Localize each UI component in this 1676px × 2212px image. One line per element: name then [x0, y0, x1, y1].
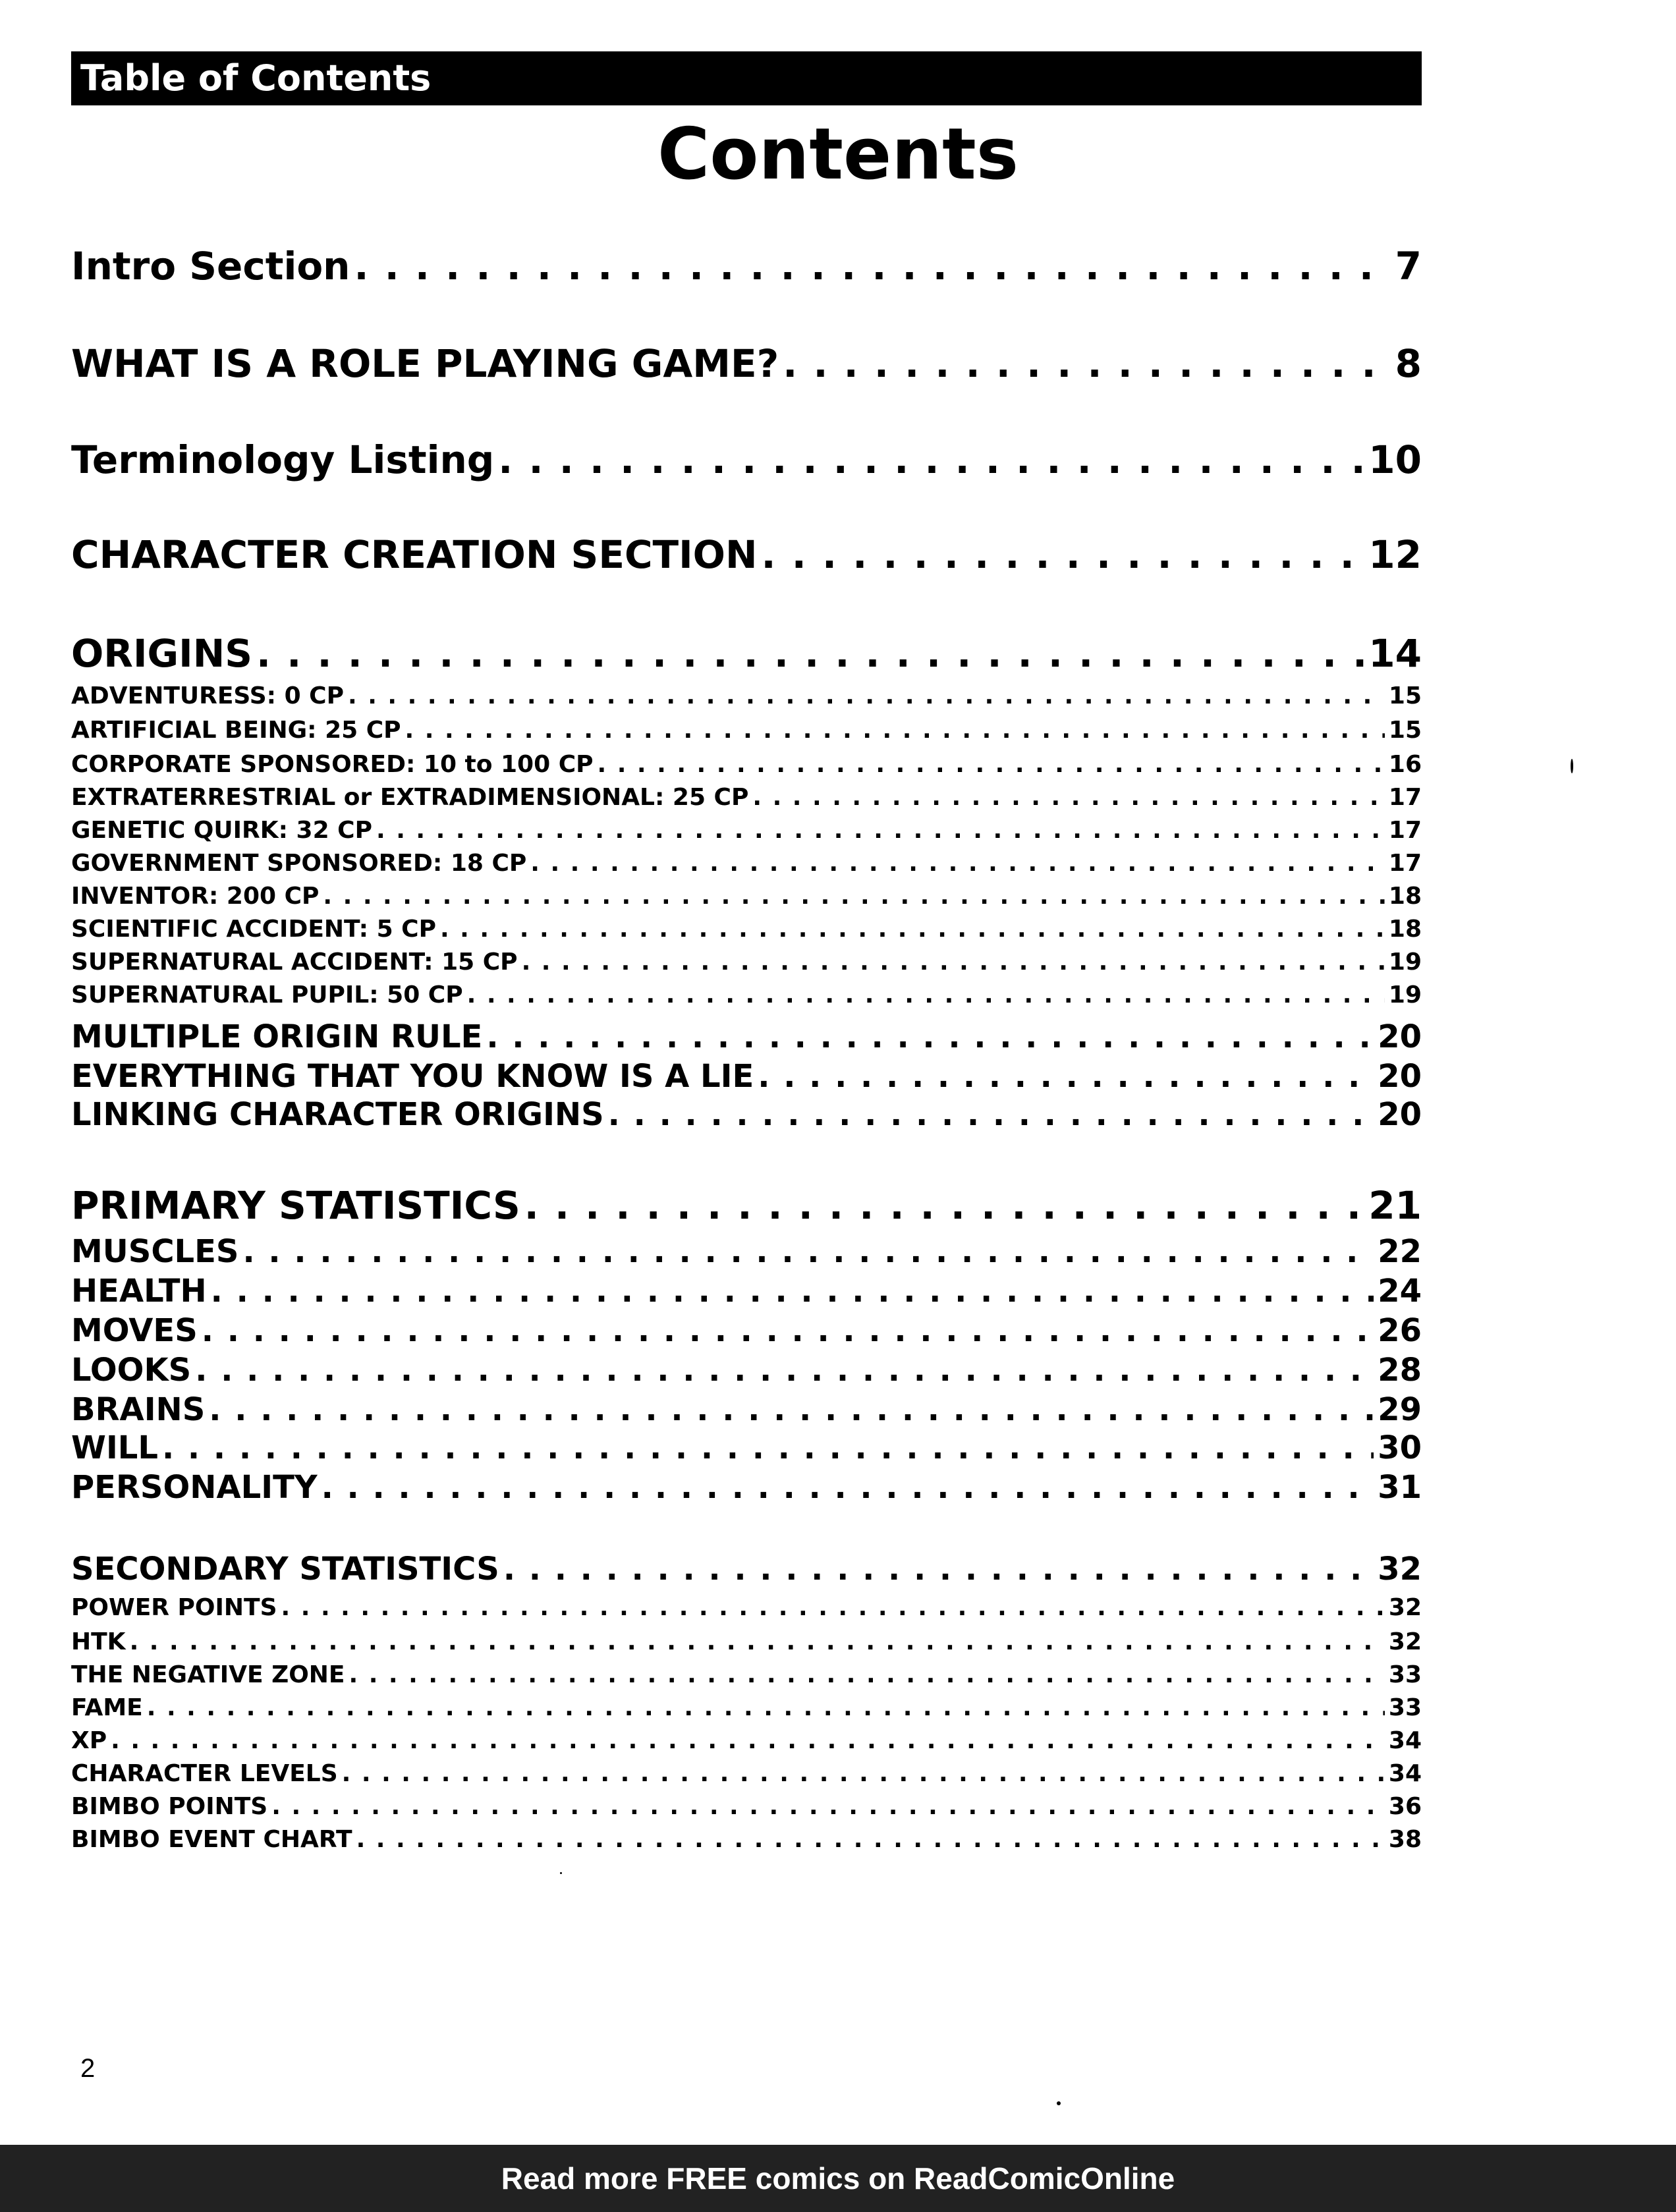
- toc-entry-label: WILL: [71, 1429, 158, 1466]
- toc-entry-label: FAME: [71, 1694, 143, 1721]
- toc-entry-character-levels[interactable]: [71, 1760, 1422, 1792]
- footer-banner[interactable]: [0, 2145, 1676, 2212]
- toc-entry-intro-section[interactable]: [71, 244, 1422, 294]
- toc-entry-extraterrestrial[interactable]: [71, 784, 1422, 816]
- toc-entry-page: 26: [1378, 1312, 1422, 1349]
- toc-entry-artificial-being[interactable]: [71, 717, 1422, 748]
- footer-banner-text: Read more FREE comics on ReadComicOnline: [501, 2161, 1175, 2196]
- page-title: Contents: [657, 113, 1019, 196]
- dot-leader: [209, 1391, 1374, 1428]
- toc-entry-page: 18: [1388, 916, 1422, 943]
- toc-entry-label: THE NEGATIVE ZONE: [71, 1661, 345, 1688]
- toc-entry-label: GOVERNMENT SPONSORED: 18 CP: [71, 850, 527, 877]
- dot-leader: [349, 1661, 1385, 1688]
- toc-entry-adventuress[interactable]: [71, 682, 1422, 714]
- toc-entry-page: 17: [1388, 817, 1422, 844]
- toc-entry-label: ORIGINS: [71, 631, 253, 676]
- dot-leader: [342, 1760, 1385, 1787]
- toc-entry-page: 32: [1388, 1628, 1422, 1655]
- dot-leader: [522, 949, 1385, 976]
- dot-leader: [162, 1429, 1374, 1466]
- dot-leader: [242, 1233, 1374, 1270]
- toc-entry-fame[interactable]: [71, 1694, 1422, 1726]
- toc-entry-page: 20: [1378, 1018, 1422, 1055]
- dot-leader: [598, 751, 1385, 778]
- toc-entry-personality[interactable]: [71, 1469, 1422, 1508]
- toc-entry-will[interactable]: [71, 1429, 1422, 1469]
- dot-leader: [530, 850, 1385, 877]
- dot-leader: [376, 817, 1385, 844]
- toc-entry-looks[interactable]: [71, 1352, 1422, 1391]
- toc-entry-page: 28: [1378, 1352, 1422, 1389]
- toc-entry-page: 12: [1368, 532, 1422, 577]
- toc-entry-multiple-origin-rule[interactable]: [71, 1018, 1422, 1058]
- toc-entry-page: 21: [1368, 1183, 1422, 1228]
- dot-leader: [147, 1694, 1385, 1721]
- toc-entry-page: 33: [1388, 1694, 1422, 1721]
- dot-leader: [354, 244, 1391, 289]
- toc-entry-bimbo-points[interactable]: [71, 1793, 1422, 1825]
- dot-leader: [405, 717, 1385, 744]
- toc-entry-page: 17: [1388, 850, 1422, 877]
- toc-entry-terminology[interactable]: [71, 437, 1422, 487]
- toc-entry-page: 7: [1395, 244, 1422, 289]
- toc-entry-label: CHARACTER CREATION SECTION: [71, 532, 758, 577]
- scan-speck: [1571, 759, 1573, 773]
- toc-entry-primary-statistics[interactable]: [71, 1183, 1422, 1233]
- dot-leader: [356, 1826, 1385, 1853]
- toc-entry-label: SECONDARY STATISTICS: [71, 1551, 499, 1588]
- toc-entry-origins[interactable]: [71, 631, 1422, 681]
- toc-entry-label: SUPERNATURAL PUPIL: 50 CP: [71, 982, 463, 1009]
- toc-entry-label: GENETIC QUIRK: 32 CP: [71, 817, 372, 844]
- toc-entry-label: SCIENTIFIC ACCIDENT: 5 CP: [71, 916, 436, 943]
- dot-leader: [256, 631, 1364, 676]
- toc-entry-moves[interactable]: [71, 1312, 1422, 1352]
- toc-entry-everything-is-a-lie[interactable]: [71, 1058, 1422, 1097]
- dot-leader: [202, 1312, 1374, 1349]
- toc-entry-page: 8: [1395, 341, 1422, 386]
- toc-entry-page: 38: [1388, 1826, 1422, 1853]
- toc-entry-label: ADVENTURESS: 0 CP: [71, 682, 344, 709]
- toc-entry-secondary-statistics[interactable]: [71, 1551, 1422, 1590]
- toc-entry-label: CORPORATE SPONSORED: 10 to 100 CP: [71, 751, 594, 778]
- dot-leader: [498, 437, 1364, 482]
- dot-leader: [323, 883, 1384, 910]
- toc-entry-label: PERSONALITY: [71, 1469, 318, 1506]
- toc-entry-scientific-accident[interactable]: [71, 916, 1422, 947]
- dot-leader: [195, 1352, 1374, 1389]
- dot-leader: [524, 1183, 1365, 1228]
- dot-leader: [440, 916, 1385, 943]
- toc-entry-label: XP: [71, 1727, 107, 1754]
- toc-entry-htk[interactable]: [71, 1628, 1422, 1660]
- toc-entry-supernatural-accident[interactable]: [71, 949, 1422, 980]
- toc-entry-xp[interactable]: [71, 1727, 1422, 1759]
- toc-entry-page: 30: [1378, 1429, 1422, 1466]
- toc-entry-label: SUPERNATURAL ACCIDENT: 15 CP: [71, 949, 518, 976]
- toc-entry-health[interactable]: [71, 1273, 1422, 1312]
- dot-leader: [503, 1551, 1374, 1588]
- toc-entry-label: LINKING CHARACTER ORIGINS: [71, 1096, 604, 1133]
- scan-speck: [560, 1872, 562, 1874]
- toc-entry-muscles[interactable]: [71, 1233, 1422, 1273]
- toc-entry-page: 15: [1388, 717, 1422, 744]
- toc-entry-label: MULTIPLE ORIGIN RULE: [71, 1018, 483, 1055]
- dot-leader: [281, 1594, 1385, 1621]
- dot-leader: [762, 532, 1365, 577]
- toc-entry-label: BRAINS: [71, 1391, 206, 1428]
- section-header-title: Table of Contents: [80, 57, 432, 99]
- toc-entry-label: EXTRATERRESTRIAL or EXTRADIMENSIONAL: 25 CP: [71, 784, 749, 811]
- toc-entry-label: HTK: [71, 1628, 126, 1655]
- dot-leader: [130, 1628, 1385, 1655]
- toc-entry-supernatural-pupil[interactable]: [71, 982, 1422, 1013]
- dot-leader: [783, 341, 1391, 386]
- dot-leader: [486, 1018, 1374, 1055]
- toc-entry-label: PRIMARY STATISTICS: [71, 1183, 520, 1228]
- toc-entry-page: 10: [1368, 437, 1422, 482]
- toc-entry-page: 15: [1388, 682, 1422, 709]
- dot-leader: [111, 1727, 1385, 1754]
- toc-entry-government-sponsored[interactable]: [71, 850, 1422, 881]
- toc-entry-page: 14: [1368, 631, 1422, 676]
- toc-entry-linking-origins[interactable]: [71, 1096, 1422, 1136]
- toc-entry-label: BIMBO POINTS: [71, 1793, 268, 1820]
- toc-entry-page: 33: [1388, 1661, 1422, 1688]
- toc-entry-label: MOVES: [71, 1312, 198, 1349]
- section-header-bar: [71, 51, 1422, 105]
- toc-entry-page: 18: [1388, 883, 1422, 910]
- toc-entry-page: 19: [1388, 982, 1422, 1009]
- toc-entry-page: 36: [1388, 1793, 1422, 1820]
- toc-entry-page: 22: [1378, 1233, 1422, 1270]
- dot-leader: [271, 1793, 1385, 1820]
- scan-speck: [1057, 2101, 1061, 2105]
- toc-entry-page: 31: [1378, 1469, 1422, 1506]
- toc-entry-bimbo-event-chart[interactable]: [71, 1826, 1422, 1858]
- toc-entry-page: 29: [1378, 1391, 1422, 1428]
- toc-entry-page: 34: [1388, 1727, 1422, 1754]
- dot-leader: [752, 784, 1385, 811]
- toc-entry-label: WHAT IS A ROLE PLAYING GAME?: [71, 341, 779, 386]
- toc-entry-character-creation[interactable]: [71, 532, 1422, 582]
- toc-entry-power-points[interactable]: [71, 1594, 1422, 1626]
- toc-entry-label: LOOKS: [71, 1352, 192, 1389]
- toc-entry-label: Intro Section: [71, 244, 350, 289]
- toc-entry-page: 17: [1388, 784, 1422, 811]
- toc-entry-label: HEALTH: [71, 1273, 207, 1310]
- toc-entry-page: 16: [1388, 751, 1422, 778]
- toc-entry-inventor[interactable]: [71, 883, 1422, 914]
- toc-entry-label: BIMBO EVENT CHART: [71, 1826, 352, 1853]
- toc-entry-page: 34: [1388, 1760, 1422, 1787]
- toc-entry-page: 20: [1378, 1096, 1422, 1133]
- toc-entry-label: POWER POINTS: [71, 1594, 277, 1621]
- dot-leader: [758, 1058, 1374, 1095]
- dot-leader: [211, 1273, 1374, 1310]
- toc-entry-corporate-sponsored[interactable]: [71, 751, 1422, 783]
- dot-leader: [348, 682, 1385, 709]
- toc-entry-label: CHARACTER LEVELS: [71, 1760, 338, 1787]
- toc-entry-page: 19: [1388, 949, 1422, 976]
- toc-entry-brains[interactable]: [71, 1391, 1422, 1431]
- toc-entry-label: Terminology Listing: [71, 437, 495, 482]
- toc-entry-label: ARTIFICIAL BEING: 25 CP: [71, 717, 401, 744]
- dot-leader: [467, 982, 1385, 1009]
- dot-leader: [608, 1096, 1374, 1133]
- toc-entry-label: MUSCLES: [71, 1233, 239, 1270]
- toc-entry-label: INVENTOR: 200 CP: [71, 883, 320, 910]
- dot-leader: [321, 1469, 1374, 1506]
- toc-entry-what-is-rpg[interactable]: [71, 341, 1422, 391]
- page-number: 2: [80, 2054, 96, 2083]
- toc-entry-page: 24: [1378, 1273, 1422, 1310]
- toc-entry-page: 32: [1388, 1594, 1422, 1621]
- toc-entry-label: EVERYTHING THAT YOU KNOW IS A LIE: [71, 1058, 754, 1095]
- toc-entry-page: 32: [1378, 1551, 1422, 1588]
- toc-entry-page: 20: [1378, 1058, 1422, 1095]
- toc-entry-negative-zone[interactable]: [71, 1661, 1422, 1693]
- toc-entry-genetic-quirk[interactable]: [71, 817, 1422, 848]
